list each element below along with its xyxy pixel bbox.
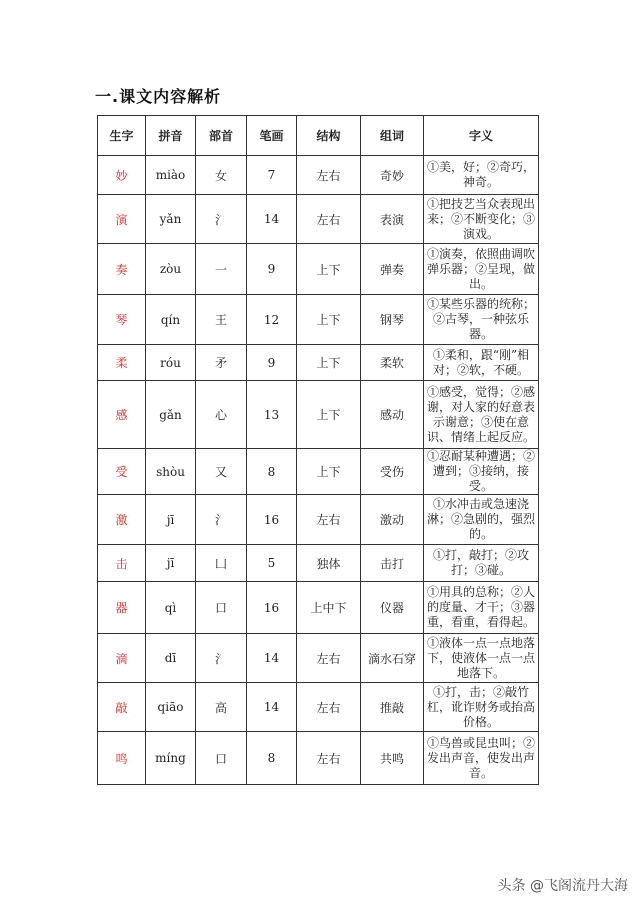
cell-word: 激动 [361,495,424,545]
cell-structure: 上下 [297,244,361,295]
header-structure: 结构 [297,116,361,156]
header-strokes: 笔画 [247,116,297,156]
cell-char: 柔 [98,345,146,381]
cell-radical: 一 [196,244,247,295]
cell-meaning: ①忍耐某种遭遇；②遭到；③接纳，接受。 [424,449,539,495]
cell-radical: 凵 [196,545,247,582]
cell-strokes: 16 [247,582,297,634]
watermark: 头条 @飞阁流丹大海 [497,878,628,894]
cell-word: 弹奏 [361,244,424,295]
header-meaning: 字义 [424,116,539,156]
cell-radical: 氵 [196,634,247,683]
table-row [98,244,539,295]
cell-radical: 女 [196,156,247,195]
cell-word: 表演 [361,195,424,244]
cell-pinyin: qì [146,582,196,634]
cell-strokes: 8 [247,449,297,495]
cell-structure: 左右 [297,683,361,732]
cell-radical: 口 [196,732,247,785]
cell-char: 琴 [98,295,146,345]
header-pinyin: 拼音 [146,116,196,156]
cell-radical: 又 [196,449,247,495]
cell-radical: 矛 [196,345,247,381]
cell-meaning: ①柔和，跟“刚”相对；②软，不硬。 [424,345,539,381]
table-row [98,495,539,545]
cell-pinyin: jī [146,545,196,582]
cell-strokes: 16 [247,495,297,545]
cell-structure: 左右 [297,495,361,545]
header-char: 生字 [98,116,146,156]
cell-structure: 上中下 [297,582,361,634]
cell-word: 共鸣 [361,732,424,785]
cell-radical: 口 [196,582,247,634]
table-row [98,545,539,582]
cell-word: 柔软 [361,345,424,381]
cell-char: 受 [98,449,146,495]
cell-char: 妙 [98,156,146,195]
header-radical: 部首 [196,116,247,156]
table-row [98,156,539,195]
cell-word: 击打 [361,545,424,582]
cell-structure: 上下 [297,295,361,345]
cell-structure: 独体 [297,545,361,582]
cell-structure: 左右 [297,732,361,785]
table-row [98,195,539,244]
cell-meaning: ①打，敲打；②攻打；③碰。 [424,545,539,582]
cell-word: 钢琴 [361,295,424,345]
cell-meaning: ①打，击；②敲竹杠，讹诈财务或抬高价格。 [424,683,539,732]
cell-char: 激 [98,495,146,545]
cell-meaning: ①鸟兽或昆虫叫；②发出声音，使发出声音。 [424,732,539,785]
cell-meaning: ①水冲击或急速浇淋；②急剧的，强烈的。 [424,495,539,545]
table-row [98,381,539,449]
cell-pinyin: yǎn [146,195,196,244]
cell-structure: 上下 [297,381,361,449]
cell-pinyin: qín [146,295,196,345]
cell-meaning: ①某些乐器的统称；②古琴，一种弦乐器。 [424,295,539,345]
cell-pinyin: shòu [146,449,196,495]
cell-strokes: 9 [247,244,297,295]
cell-char: 击 [98,545,146,582]
cell-meaning: ①美，好；②奇巧，神奇。 [424,156,539,195]
cell-meaning: ①用具的总称；②人的度量、才干；③器重，看重，看得起。 [424,582,539,634]
table-row [98,732,539,785]
table-row [98,449,539,495]
cell-char: 奏 [98,244,146,295]
header-word: 组词 [361,116,424,156]
cell-word: 感动 [361,381,424,449]
cell-radical: 氵 [196,195,247,244]
table-row [98,345,539,381]
cell-char: 感 [98,381,146,449]
table-row [98,634,539,683]
cell-word: 奇妙 [361,156,424,195]
cell-char: 敲 [98,683,146,732]
cell-pinyin: jī [146,495,196,545]
cell-structure: 左右 [297,156,361,195]
cell-strokes: 9 [247,345,297,381]
cell-pinyin: róu [146,345,196,381]
cell-pinyin: zòu [146,244,196,295]
cell-meaning: ①感受，觉得；②感谢，对人家的好意表示谢意；③使在意识、情绪上起反应。 [424,381,539,449]
cell-pinyin: míng [146,732,196,785]
cell-word: 推敲 [361,683,424,732]
cell-radical: 王 [196,295,247,345]
cell-structure: 上下 [297,345,361,381]
cell-structure: 左右 [297,195,361,244]
cell-char: 演 [98,195,146,244]
cell-meaning: ①液体一点一点地落下，使液体一点一点地落下。 [424,634,539,683]
cell-strokes: 13 [247,381,297,449]
cell-char: 鸣 [98,732,146,785]
table-header-row [98,116,539,156]
cell-pinyin: gǎn [146,381,196,449]
cell-word: 仪器 [361,582,424,634]
cell-strokes: 14 [247,195,297,244]
cell-structure: 左右 [297,634,361,683]
cell-pinyin: qiāo [146,683,196,732]
cell-radical: 氵 [196,495,247,545]
cell-radical: 高 [196,683,247,732]
cell-word: 滴水石穿 [361,634,424,683]
cell-char: 器 [98,582,146,634]
table-row [98,683,539,732]
cell-pinyin: dī [146,634,196,683]
table-row [98,295,539,345]
table-row [98,582,539,634]
table-body [98,156,539,785]
cell-strokes: 5 [247,545,297,582]
cell-char: 滴 [98,634,146,683]
cell-structure: 上下 [297,449,361,495]
cell-strokes: 12 [247,295,297,345]
cell-meaning: ①演奏，依照曲调吹弹乐器；②呈现，做出。 [424,244,539,295]
cell-strokes: 14 [247,634,297,683]
vocabulary-table [97,115,539,785]
cell-meaning: ①把技艺当众表现出来；②不断变化；③演戏。 [424,195,539,244]
cell-strokes: 7 [247,156,297,195]
cell-word: 受伤 [361,449,424,495]
cell-pinyin: miào [146,156,196,195]
section-title: 一.课文内容解析 [95,87,222,106]
cell-radical: 心 [196,381,247,449]
cell-strokes: 8 [247,732,297,785]
cell-strokes: 14 [247,683,297,732]
